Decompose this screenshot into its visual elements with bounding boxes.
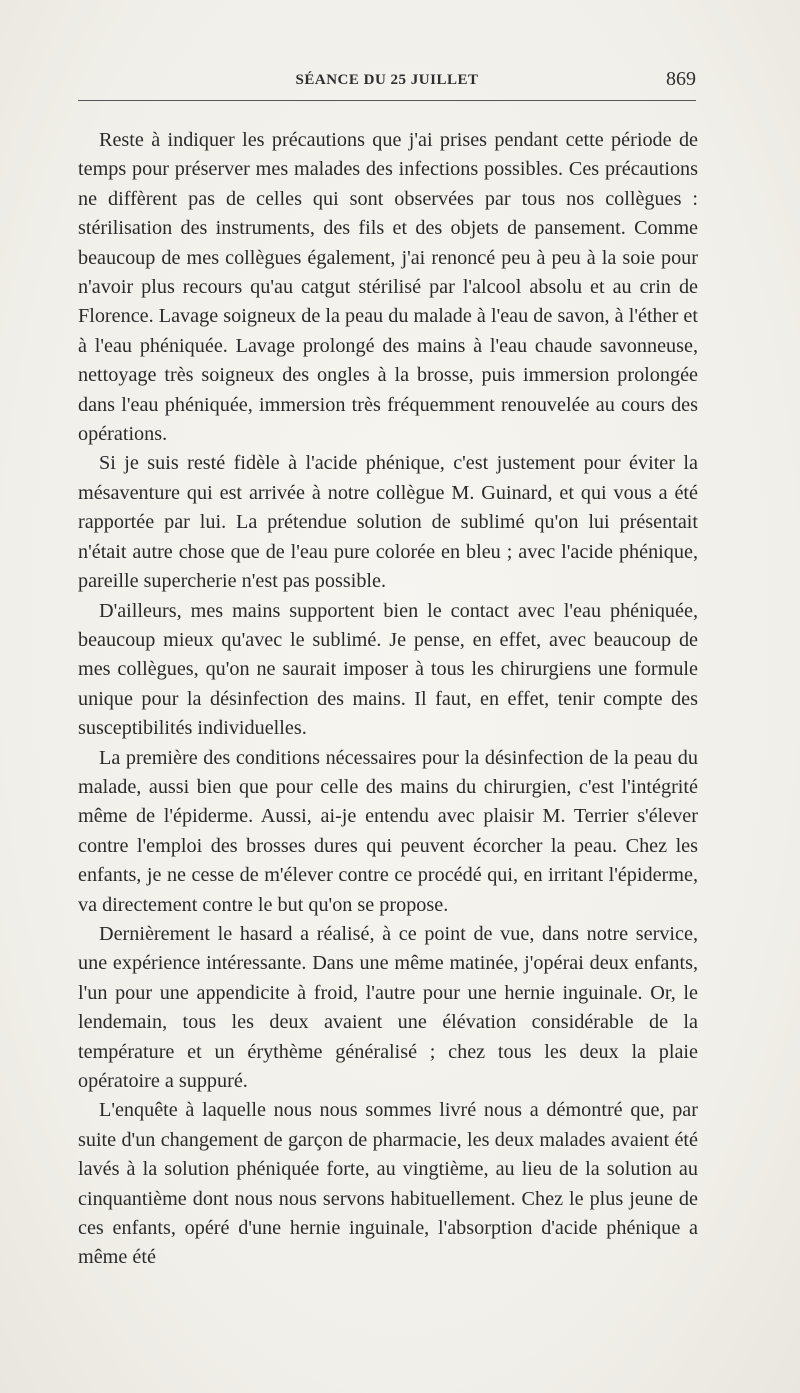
running-title: SÉANCE DU 25 JUILLET: [295, 72, 479, 88]
paragraph-acide-phenique: Si je suis resté fidèle à l'acide phénique, c'est justement pour éviter la mésaventure qui est arrivée à notre collègue M. Guinard, et qui vous a été rapportée par lui. La prétendue solution de sublimé qu'on lui présentait n'était autre chose que de l'eau pure colorée en bleu ; avec l'acide phénique, pareille supercherie n'est pas possible.: [78, 452, 698, 593]
paragraph-epiderme: La première des conditions nécessaires pour la désinfection de la peau du malade, aussi bien que pour celle des mains du chirurgien, c'est l'intégrité même de l'épiderme. Aussi, ai-je entendu avec plaisir M. Terrier s'élever contre l'emploi des brosses dures qui peuvent écorcher la peau. Chez les enfants, je ne cesse de m'élever contre ce procédé qui, en irritant l'épiderme, va directement contre le but qu'on se propose.: [78, 746, 698, 916]
header-rule: [78, 100, 696, 101]
paragraph-enquete: L'enquête à laquelle nous nous sommes livré nous a démontré que, par suite d'un changement de garçon de pharmacie, les deux malades avaient été lavés à la solution phéniquée forte, au vingtième, au lieu de la solution au cinquantième dont nous nous servons habituellement. Chez le plus jeune de ces enfants, opéré d'une hernie inguinale, l'absorption d'acide phénique a même été: [78, 1099, 698, 1269]
paragraph-mains: D'ailleurs, mes mains supportent bien le contact avec l'eau phéniquée, beaucoup mieux qu'avec le sublimé. Je pense, en effet, avec beaucoup de mes collègues, qu'on ne saurait imposer à tous les chirurgiens une formule unique pour la désinfection des mains. Il faut, en effet, tenir compte des susceptibilités individuelles.: [78, 599, 698, 740]
body-text: [78, 126, 698, 1273]
page-number: 869: [666, 68, 696, 90]
paragraph-precautions: Reste à indiquer les précautions que j'ai prises pendant cette période de temps pour préserver mes malades des infections possibles. Ces précautions ne diffèrent pas de celles qui sont observées par tous nos collègues : stérilisation des instruments, des fils et des objets de pansement. Comme beaucoup de mes collègues également, j'ai renoncé peu à peu à la soie pour n'avoir plus recours qu'au catgut stérilisé par l'alcool absolu et au crin de Florence. Lavage soigneux de la peau du malade à l'eau de savon, à l'éther et à l'eau phéniquée. Lavage prolongé des mains à l'eau chaude savonneuse, nettoyage très soigneux des ongles à la brosse, puis immersion prolongée dans l'eau phéniquée, immersion très fréquemment renouvelée au cours des opérations.: [78, 129, 698, 446]
paragraph-experience: Dernièrement le hasard a réalisé, à ce point de vue, dans notre service, une expérience intéressante. Dans une même matinée, j'opérai deux enfants, l'un pour une appendicite à froid, l'autre pour une hernie inguinale. Or, le lendemain, tous les deux avaient une élévation considérable de la température et un érythème généralisé ; chez tous les deux la plaie opératoire a suppuré.: [78, 922, 698, 1092]
page-header: [78, 66, 696, 96]
